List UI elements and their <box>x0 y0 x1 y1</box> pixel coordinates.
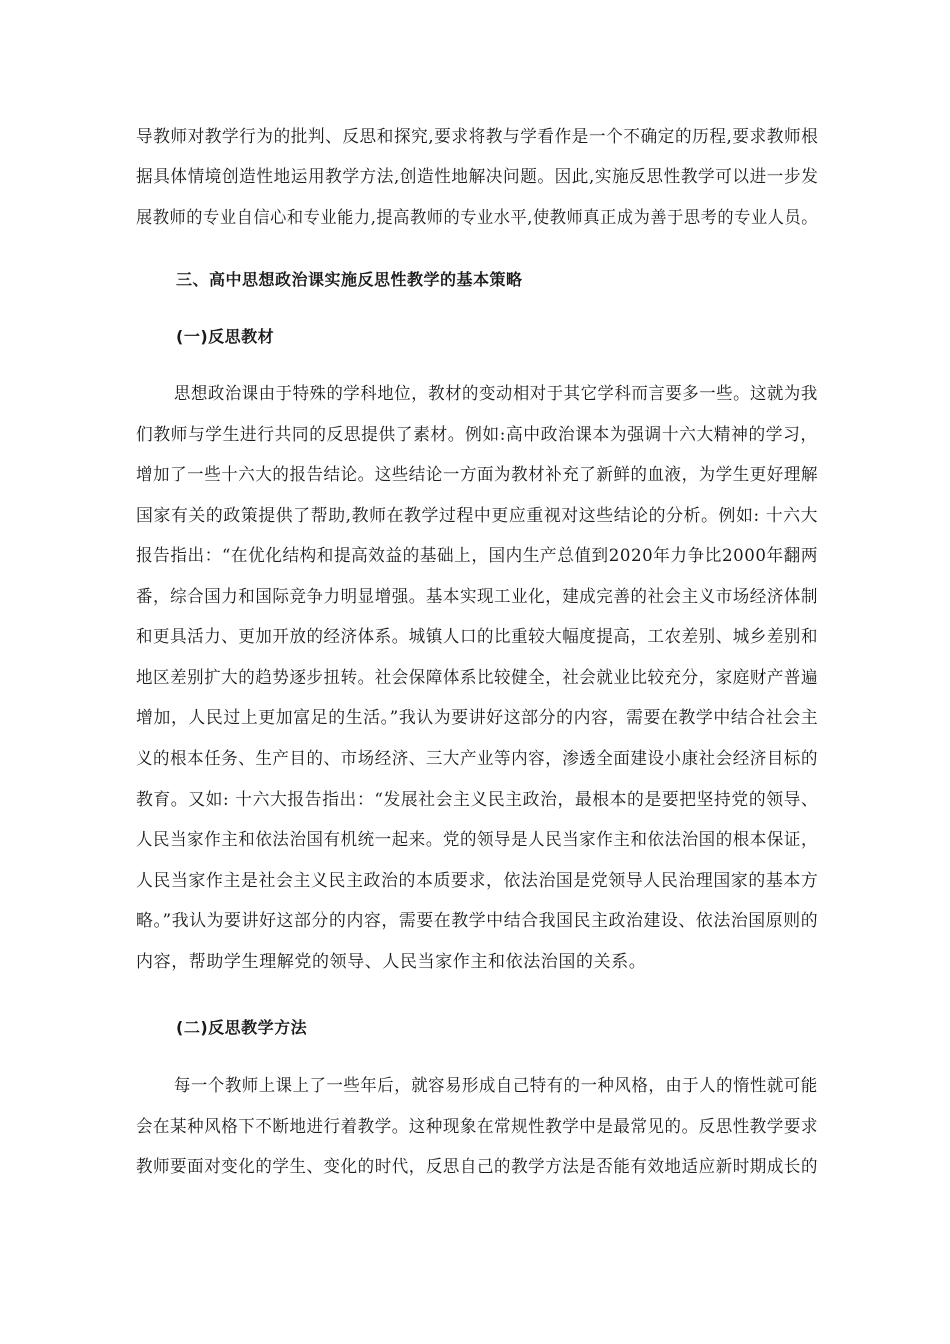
text-line: 每一个教师上课上了一些年后，就容易形成自己特有的一种风格，由于人的惰性就可能 <box>174 1076 818 1096</box>
text-line: 增加，人民过上更加富足的生活。”我认为要讲好这部分的内容，需要在教学中结合社会主 <box>136 708 819 728</box>
subsection-heading: (二)反思教学方法 <box>176 1018 308 1037</box>
text-line: 思想政治课由于特殊的学科地位，教材的变动相对于其它学科而言要多一些。这就为我 <box>174 384 818 404</box>
subsection-heading: (一)反思教材 <box>176 327 275 346</box>
text-line: 展教师的专业自信心和专业能力,提高教师的专业水平,使教师真正成为善于思考的专业人员。 <box>136 208 819 228</box>
text-line: 据具体情境创造性地运用教学方法,创造性地解决问题。因此,实施反思性教学可以进一步发 <box>136 167 819 187</box>
text-line: 教育。又如: 十六大报告指出：“发展社会主义民主政治，最根本的是要把坚持党的领导、 <box>136 790 819 810</box>
text-line: 会在某种风格下不断地进行着教学。这种现象在常规性教学中是最常见的。反思性教学要求 <box>136 1117 818 1137</box>
text-line: 内容，帮助学生理解党的领导、人民当家作主和依法治国的关系。 <box>136 952 647 972</box>
text-line: 人民当家作主和依法治国有机统一起来。党的领导是人民当家作主和依法治国的根本保证， <box>136 830 818 850</box>
text-line: 增加了一些十六大的报告结论。这些结论一方面为教材补充了新鲜的血液，为学生更好理解 <box>136 465 818 485</box>
text-line: 教师要面对变化的学生、变化的时代，反思自己的教学方法是否能有效地适应新时期成长的 <box>136 1157 818 1177</box>
text-line: 地区差别扩大的趋势逐步扭转。社会保障体系比较健全，社会就业比较充分，家庭财产普遍 <box>136 668 818 688</box>
text-line: 报告指出：“在优化结构和提高效益的基础上，国内生产总值到2020年力争比2000年翻两 <box>136 546 819 566</box>
text-line: 导教师对教学行为的批判、反思和探究,要求将教与学看作是一个不确定的历程,要求教师根 <box>136 127 819 147</box>
text-line: 义的根本任务、生产目的、市场经济、三大产业等内容，渗透全面建设小康社会经济目标的 <box>136 749 818 769</box>
text-line: 国家有关的政策提供了帮助,教师在教学过程中更应重视对这些结论的分析。例如: 十六大 <box>136 506 819 526</box>
text-line: 人民当家作主是社会主义民主政治的本质要求，依法治国是党领导人民治理国家的基本方 <box>136 871 819 891</box>
text-line: 番，综合国力和国际竞争力明显增强。基本实现工业化，建成完善的社会主义市场经济体制 <box>136 587 818 607</box>
section-heading: 三、高中思想政治课实施反思性教学的基本策略 <box>176 270 523 289</box>
text-line: 和更具活力、更加开放的经济体系。城镇人口的比重较大幅度提高，工农差别、城乡差别和 <box>136 627 818 647</box>
text-line: 略。”我认为要讲好这部分的内容，需要在教学中结合我国民主政治建设、依法治国原则的 <box>136 911 819 931</box>
text-line: 们教师与学生进行共同的反思提供了素材。例如:高中政治课本为强调十六大精神的学习， <box>136 425 818 445</box>
